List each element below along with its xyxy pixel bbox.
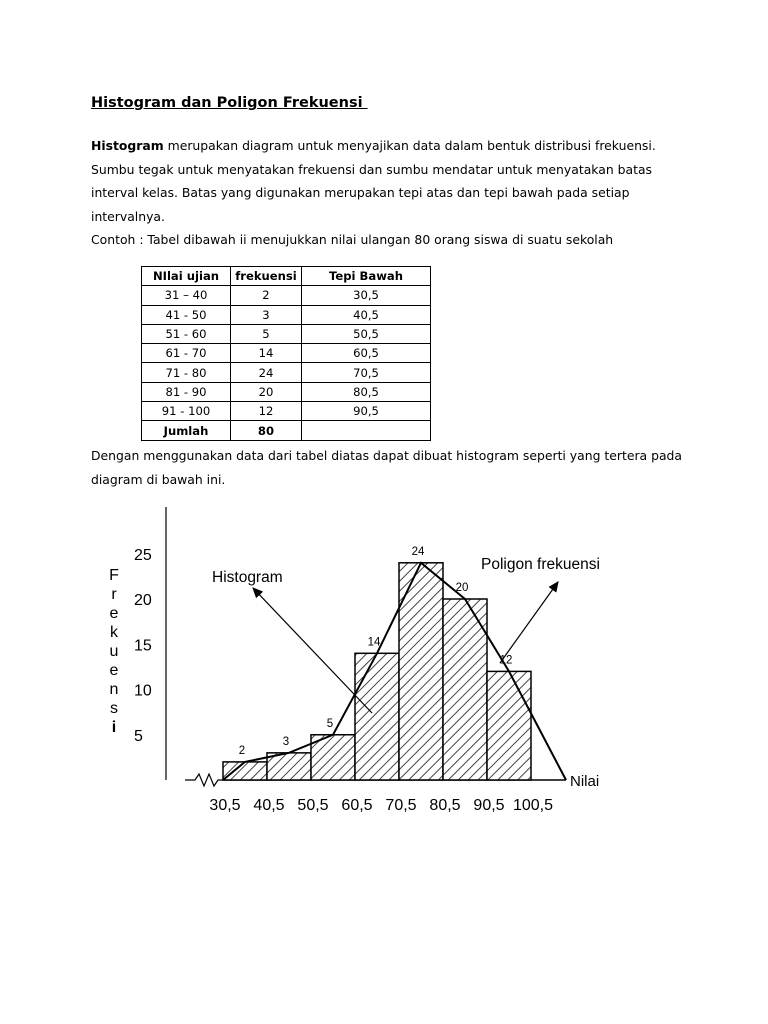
polygon-arrow [500, 582, 558, 663]
histogram-bar [223, 762, 267, 780]
table-cell: 14 [231, 344, 302, 363]
table-cell: 5 [231, 324, 302, 343]
table-cell: 50,5 [302, 324, 431, 343]
intro-text: merupakan diagram untuk menyajikan data dalam bentuk distribusi frekuensi. Sumbu tegak untuk menyatakan frekuensi dan sumbu mendatar untuk menyatakan batas interval kelas. Batas yang digunakan merupakan tepi atas dan tepi bawah pada setiap intervalnya. [91, 138, 656, 224]
bar-value-label: 14 [367, 636, 381, 649]
table-row [142, 363, 431, 382]
y-axis-label-letter: i [111, 719, 117, 736]
table-cell: 41 - 50 [142, 305, 231, 324]
table-cell: 24 [231, 363, 302, 382]
y-axis-label-letter: u [109, 643, 119, 660]
table-cell: 70,5 [302, 363, 431, 382]
histogram-arrow [253, 588, 372, 713]
x-axis-label: Nilai [570, 773, 600, 790]
table-cell: 81 - 90 [142, 382, 231, 401]
x-tick-label: 50,5 [297, 797, 329, 814]
bar-value-label: 20 [455, 582, 469, 594]
table-cell: 71 - 80 [142, 363, 231, 382]
histogram-chart [0, 495, 768, 825]
table-header-row [142, 267, 431, 286]
after-table-text: Dengan menggunakan data dari tabel diatas dapat dibuat histogram seperti yang tertera pada diagram di bawah ini. [91, 448, 682, 487]
example-text: Contoh : Tabel dibawah ii menujukkan nilai ulangan 80 orang siswa di suatu sekolah [91, 232, 614, 247]
table-row [142, 344, 431, 363]
total-value: 80 [231, 421, 302, 440]
histogram-annotation: Histogram [212, 569, 283, 586]
y-tick-label: 25 [134, 546, 152, 564]
table-cell: 51 - 60 [142, 324, 231, 343]
histogram-bar [355, 653, 399, 780]
table-cell: 60,5 [302, 344, 431, 363]
x-tick-label: 80,5 [429, 797, 461, 814]
bar-value-label: 5 [326, 717, 334, 730]
bar-value-label: 24 [411, 545, 425, 558]
table-cell: 2 [231, 286, 302, 305]
table-cell: 20 [231, 382, 302, 401]
table-cell: 80,5 [302, 382, 431, 401]
table-cell: 31 – 40 [142, 286, 231, 305]
y-axis-label-letter: r [111, 586, 117, 603]
x-tick-label: 90,5 [473, 797, 505, 814]
y-axis-label-letter: k [110, 624, 118, 641]
axis-break-icon [185, 774, 223, 786]
y-axis-label-letter: e [109, 662, 119, 679]
bar-value-label: 2 [238, 744, 246, 757]
y-tick-label: 5 [134, 727, 143, 745]
y-axis-label-letter: n [109, 681, 119, 698]
column-header: NIlai ujian [142, 267, 231, 286]
table-row [142, 382, 431, 401]
intro-paragraph [91, 134, 691, 228]
x-tick-label: 70,5 [385, 797, 417, 814]
table-row [142, 305, 431, 324]
bar-value-label: 3 [282, 735, 290, 748]
table-cell: 30,5 [302, 286, 431, 305]
bar-value-label: 12 [499, 654, 513, 667]
table-row [142, 324, 431, 343]
table-row [142, 402, 431, 421]
column-header: Tepi Bawah [302, 267, 431, 286]
table-cell: 12 [231, 402, 302, 421]
column-header: frekuensi [231, 267, 302, 286]
intro-term: Histogram [91, 138, 164, 153]
y-tick-label: 10 [134, 682, 152, 700]
table-cell: 3 [231, 305, 302, 324]
page-title: Histogram dan Poligon Frekuensi [91, 95, 368, 111]
table-total-row [142, 421, 431, 440]
histogram-bar [487, 671, 531, 780]
y-axis-label-letter: e [109, 605, 119, 622]
x-tick-label: 100,5 [512, 797, 554, 814]
table-cell: 40,5 [302, 305, 431, 324]
table-row [142, 286, 431, 305]
y-axis-label-letter: s [110, 700, 118, 717]
y-tick-label: 15 [134, 637, 152, 655]
y-axis-label-letter: F [109, 567, 119, 584]
table-cell: 91 - 100 [142, 402, 231, 421]
frequency-table [141, 266, 431, 441]
x-tick-label: 60,5 [341, 797, 373, 814]
x-tick-label: 30,5 [209, 797, 241, 814]
x-tick-label: 40,5 [253, 797, 285, 814]
table-cell: 61 - 70 [142, 344, 231, 363]
table-cell: 90,5 [302, 402, 431, 421]
table-cell-empty [302, 421, 431, 440]
total-label: Jumlah [142, 421, 231, 440]
polygon-annotation: Poligon frekuensi [481, 556, 600, 573]
y-tick-label: 20 [134, 592, 152, 609]
